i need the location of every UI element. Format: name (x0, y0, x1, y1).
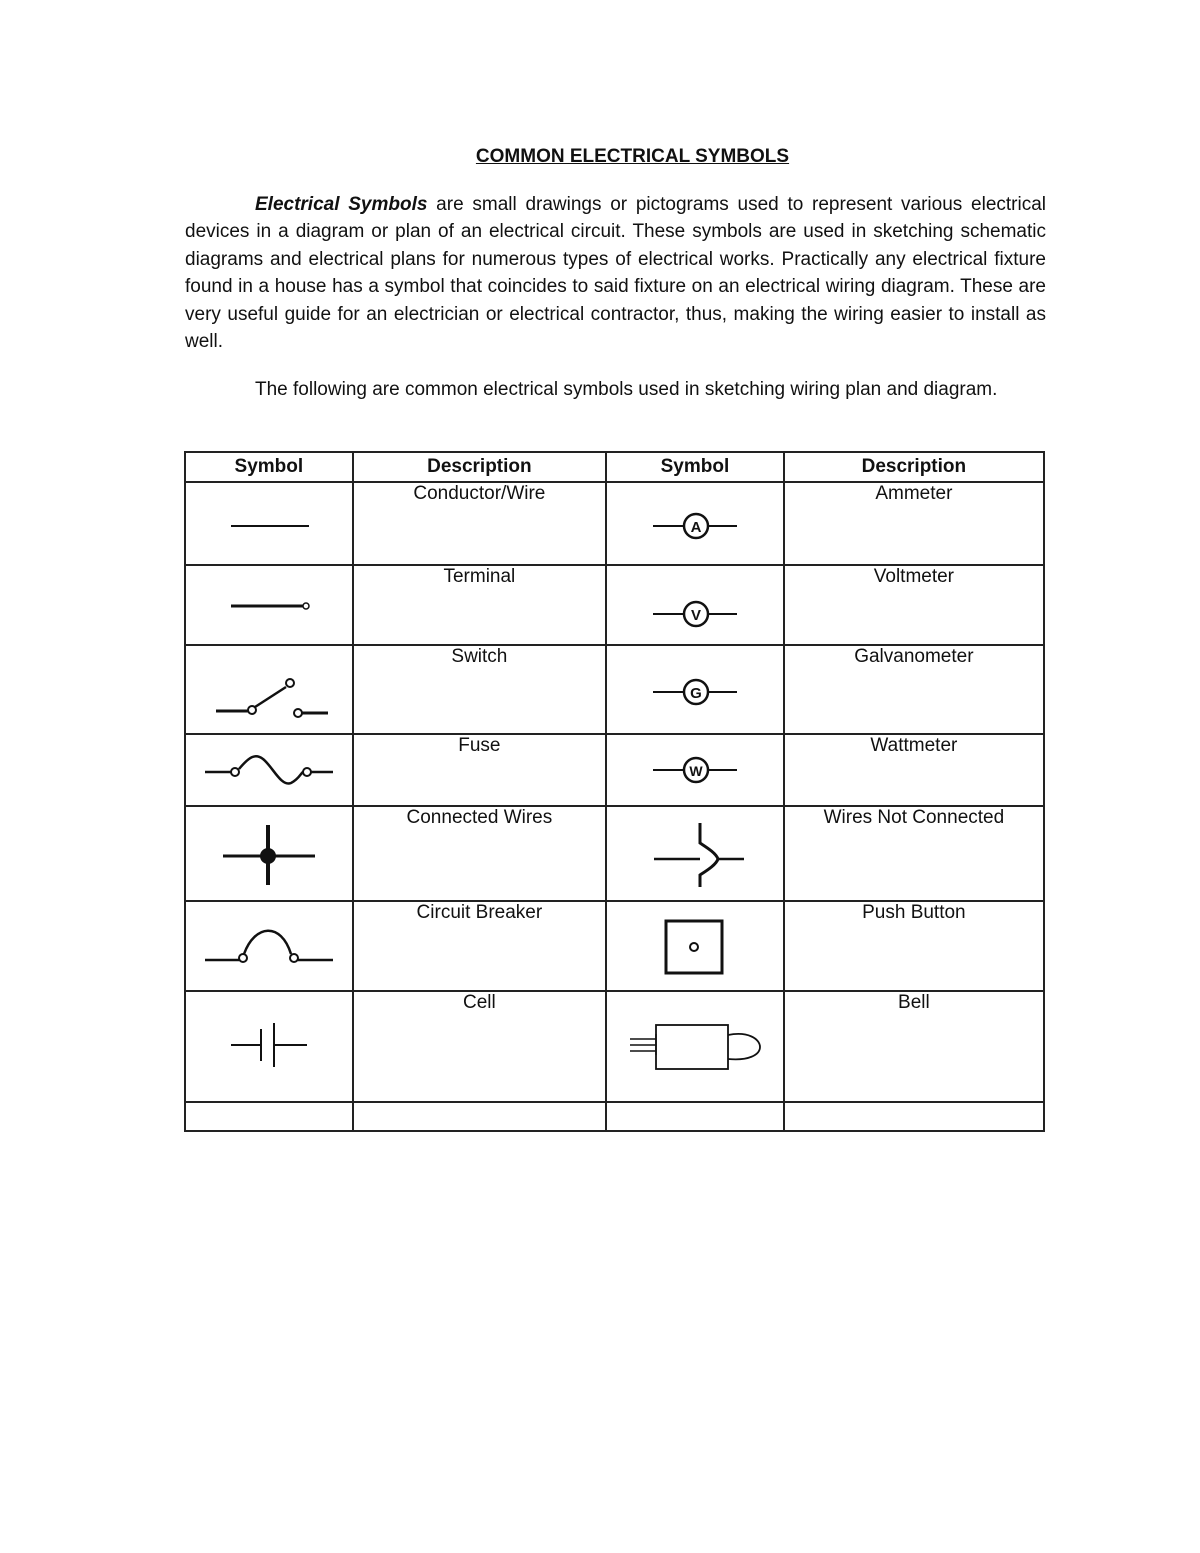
table-row (185, 806, 1044, 901)
empty-cell (353, 1102, 606, 1131)
table-row (185, 991, 1044, 1102)
svg-text:W: W (689, 763, 703, 779)
symbol-cell (606, 565, 784, 645)
empty-cell (606, 1102, 784, 1131)
connected-wires-icon (209, 819, 329, 889)
switch-icon (204, 655, 334, 725)
table-header-row (185, 452, 1044, 482)
description-cell: Switch (353, 645, 606, 734)
intro-paragraph-text: are small drawings or pictograms used to represent various electrical devices in a diagram or plan of an electrical circuit. These symbols are used in sketching schematic diagrams and electrical plans for numerous types of electrical works. Practically any electrical fixture found in a house has a symbol that coincides to said fixture on an electrical wiring diagram. These are very useful guide for an electrician or electrical contractor, thus, making the wiring easier to install as well. (185, 194, 1046, 353)
wires-not-connected-icon (630, 819, 760, 889)
empty-cell (784, 1102, 1044, 1131)
svg-text:V: V (690, 607, 701, 624)
description-cell: Connected Wires (353, 806, 606, 901)
symbol-cell (606, 645, 784, 734)
circuit-breaker-icon (199, 916, 339, 976)
wattmeter-icon (635, 750, 755, 790)
page-title: COMMON ELECTRICAL SYMBOLS (475, 146, 790, 167)
description-cell: Terminal (353, 565, 606, 645)
symbols-table (184, 451, 1045, 1132)
bell-icon (620, 1017, 770, 1077)
following-paragraph (185, 376, 1046, 403)
empty-cell (185, 1102, 353, 1131)
description-cell: Voltmeter (784, 565, 1044, 645)
table-row (185, 482, 1044, 565)
symbol-cell (606, 991, 784, 1102)
symbol-cell (185, 482, 353, 565)
table-row (185, 645, 1044, 734)
description-cell: Push Button (784, 901, 1044, 991)
svg-text:G: G (690, 684, 702, 702)
description-cell: Ammeter (784, 482, 1044, 565)
description-cell: Wires Not Connected (784, 806, 1044, 901)
header-symbol-right: Symbol (606, 452, 784, 482)
symbol-cell (606, 482, 784, 565)
table-row (185, 901, 1044, 991)
push-button-icon (635, 911, 755, 981)
symbol-cell (606, 901, 784, 991)
table-row (185, 1102, 1044, 1131)
description-cell: Bell (784, 991, 1044, 1102)
symbol-cell (185, 806, 353, 901)
cell-icon (209, 1017, 329, 1077)
description-cell: Cell (353, 991, 606, 1102)
terminal-icon (209, 585, 329, 625)
fuse-icon (199, 745, 339, 795)
following-paragraph-text: The following are common electrical symbols used in sketching wiring plan and diagram. (255, 379, 998, 400)
symbol-cell (185, 645, 353, 734)
header-symbol-left: Symbol (185, 452, 353, 482)
ammeter-icon (635, 504, 755, 544)
table-row (185, 734, 1044, 806)
galvanometer-icon (635, 670, 755, 710)
symbol-cell (606, 806, 784, 901)
description-cell: Circuit Breaker (353, 901, 606, 991)
table-row (185, 565, 1044, 645)
symbol-cell (185, 991, 353, 1102)
symbol-cell (185, 565, 353, 645)
description-cell: Wattmeter (784, 734, 1044, 806)
symbol-cell (606, 734, 784, 806)
voltmeter-icon (635, 580, 755, 630)
description-cell: Conductor/Wire (353, 482, 606, 565)
header-description-right: Description (784, 452, 1044, 482)
symbol-cell (185, 901, 353, 991)
description-cell: Fuse (353, 734, 606, 806)
intro-lead-term: Electrical Symbols (255, 194, 428, 215)
header-description-left: Description (353, 452, 606, 482)
intro-paragraph (185, 191, 1046, 355)
conductor-wire-icon (209, 504, 329, 544)
svg-text:A: A (690, 518, 702, 536)
description-cell: Galvanometer (784, 645, 1044, 734)
symbol-cell (185, 734, 353, 806)
